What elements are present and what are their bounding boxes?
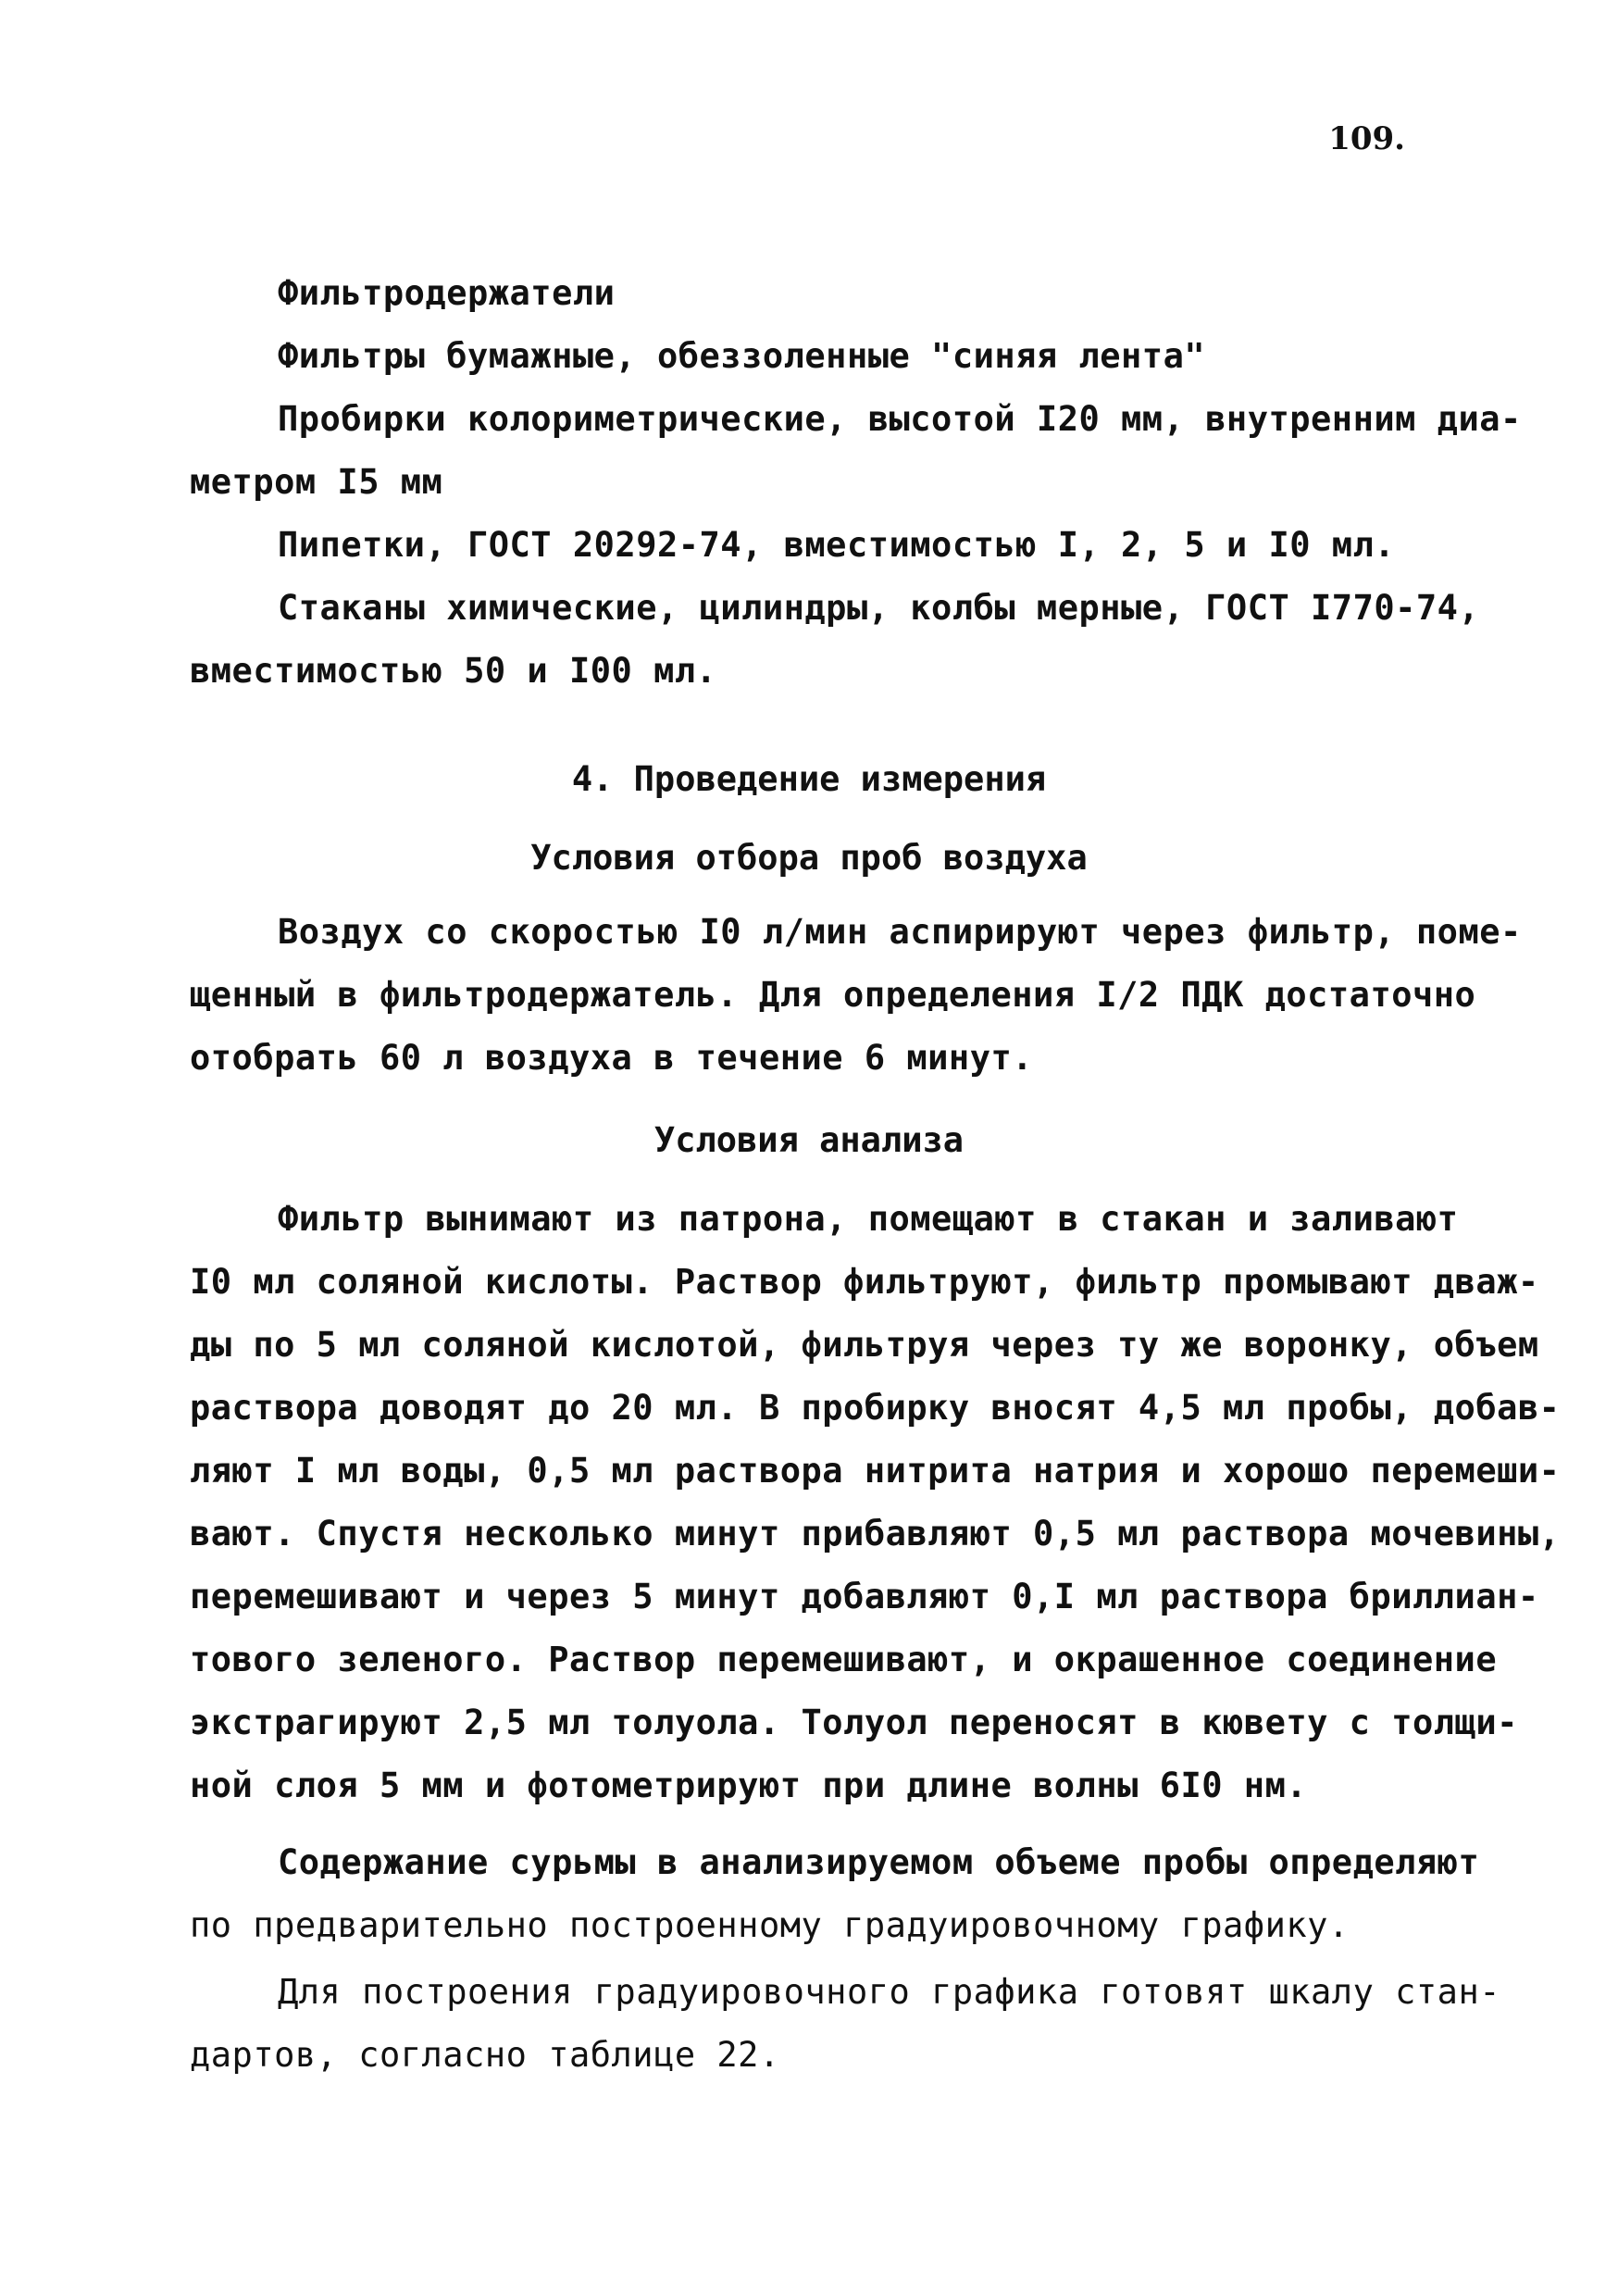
analysis-line-2: I0 мл соляной кислоты. Раствор фильтруют, фильтр промывают дваж- <box>190 1262 1539 1302</box>
analysis-line-10: ной слоя 5 мм и фотометрируют при длине волны 6I0 нм. <box>190 1766 1308 1805</box>
analysis-line-1: Фильтр вынимают из патрона, помещают в стакан и заливают <box>278 1199 1459 1239</box>
analysis-line-7: перемешивают и через 5 минут добавляют 0,I мл раствора бриллиан- <box>190 1577 1539 1616</box>
content-line-1: Содержание сурьмы в анализируемом объеме пробы определяют <box>278 1842 1480 1882</box>
equipment-line-7: вместимостью 50 и I00 мл. <box>190 651 717 691</box>
equipment-line-5: Пипетки, ГОСТ 20292-74, вместимостью I, 2, 5 и I0 мл. <box>278 525 1396 565</box>
calibration-line-1: Для построения градуировочного графика готовят шкалу стан- <box>278 1972 1501 2012</box>
sampling-line-3: отобрать 60 л воздуха в течение 6 минут. <box>190 1038 1034 1078</box>
calibration-line-2: дартов, согласно таблице 22. <box>190 2035 780 2075</box>
content-line-2: по предварительно построенному градуировочному графику. <box>190 1905 1350 1945</box>
equipment-line-3: Пробирки колориметрические, высотой I20 мм, внутренним диа- <box>278 399 1522 439</box>
equipment-line-2: Фильтры бумажные, обеззоленные "синяя лента" <box>278 336 1206 376</box>
analysis-line-4: раствора доводят до 20 мл. В пробирку вносят 4,5 мл пробы, добав- <box>190 1388 1561 1428</box>
analysis-line-9: экстрагируют 2,5 мл толуола. Толуол переносят в кювету с толщи- <box>190 1703 1518 1742</box>
analysis-line-6: вают. Спустя несколько минут прибавляют 0,5 мл раствора мочевины, <box>190 1514 1561 1554</box>
section-heading: 4. Проведение измерения <box>571 759 1047 799</box>
sampling-subheading: Условия отбора проб воздуха <box>530 838 1088 878</box>
sampling-line-1: Воздух со скоростью I0 л/мин аспирируют через фильтр, поме- <box>278 912 1522 952</box>
page-number: 109. <box>1328 120 1405 157</box>
analysis-subheading: Условия анализа <box>653 1120 965 1160</box>
equipment-line-4: метром I5 мм <box>190 462 443 502</box>
sampling-line-2: щенный в фильтродержатель. Для определения I/2 ПДК достаточно <box>190 975 1476 1015</box>
analysis-line-3: ды по 5 мл соляной кислотой, фильтруя через ту же воронку, объем <box>190 1325 1539 1365</box>
analysis-line-5: ляют I мл воды, 0,5 мл раствора нитрита натрия и хорошо перемеши- <box>190 1451 1561 1491</box>
equipment-line-1: Фильтродержатели <box>278 273 616 313</box>
analysis-line-8: тового зеленого. Раствор перемешивают, и окрашенное соединение <box>190 1640 1498 1679</box>
equipment-line-6: Стаканы химические, цилиндры, колбы мерные, ГОСТ I770-74, <box>278 588 1480 628</box>
